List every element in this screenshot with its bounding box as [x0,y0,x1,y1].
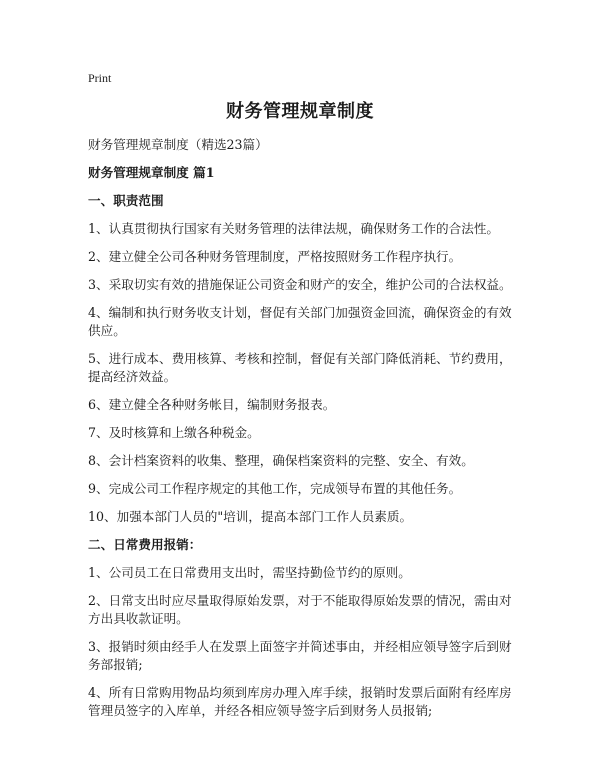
part1-item-9: 9、完成公司工作程序规定的其他工作，完成领导布置的其他任务。 [88,481,462,496]
part1-item-4: 4、编制和执行财务收支计划，督促有关部门加强资金回流，确保资金的有效供应。 [88,305,512,338]
part1-item-3: 3、采取切实有效的措施保证公司资金和财产的安全，维护公司的合法权益。 [88,277,512,292]
part1-item-1: 1、认真贯彻执行国家有关财务管理的法律法规，确保财务工作的合法性。 [88,221,500,236]
print-link[interactable]: Print [88,71,112,85]
document-subtitle: 财务管理规章制度（精选23篇） [88,137,268,152]
part2-heading: 二、日常费用报销： [88,537,202,552]
part1-item-7: 7、及时核算和上缴各种税金。 [88,425,260,440]
part1-item-10: 10、加强本部门人员的"培训，提高本部门工作人员素质。 [88,509,413,524]
document-title: 财务管理规章制度 [226,101,374,122]
part1-item-8: 8、会计档案资料的收集、整理，确保档案资料的完整、安全、有效。 [88,453,474,468]
part2-item-1: 1、公司员工在日常费用支出时，需坚持勤俭节约的原则。 [88,565,411,580]
part1-heading: 一、职责范围 [88,193,164,208]
part1-item-5: 5、进行成本、费用核算、考核和控制，督促有关部门降低消耗、节约费用，提高经济效益。 [88,351,512,384]
part2-item-3: 3、报销时须由经手人在发票上面签字并简述事由，并经相应领导签字后到财务部报销; [88,639,512,672]
part2-item-2: 2、日常支出时应尽量取得原始发票，对于不能取得原始发票的情况，需由对方出具收款证明。 [88,593,512,626]
part1-item-2: 2、建立健全公司各种财务管理制度，严格按照财务工作程序执行。 [88,249,462,264]
section-title: 财务管理规章制度 篇1 [88,165,215,180]
part1-item-6: 6、建立健全各种财务帐目，编制财务报表。 [88,397,336,412]
part2-item-4: 4、所有日常购用物品均须到库房办理入库手续，报销时发票后面附有经库房管理员签字的入库单，并经各相应领导签字后到财务人员报销; [88,685,512,718]
